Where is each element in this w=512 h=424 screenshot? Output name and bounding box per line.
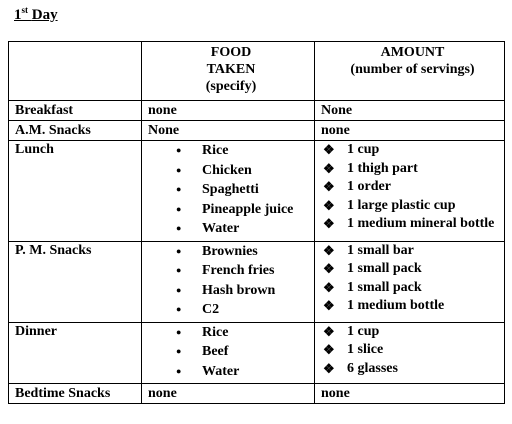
food-list <box>148 141 314 241</box>
meal-label: Lunch <box>9 141 142 242</box>
row-bedtime-snacks <box>9 384 505 404</box>
list-item: ● Spaghetti <box>148 180 314 200</box>
amount-cell <box>315 322 505 384</box>
header-food-taken: FOOD TAKEN (specify) <box>142 42 315 101</box>
food-list <box>148 323 314 384</box>
list-item: ❖ 1 small pack <box>321 260 504 279</box>
header-row <box>9 42 505 101</box>
page-title: 1st Day <box>14 5 58 23</box>
row-breakfast <box>9 101 505 121</box>
list-item: ● Brownies <box>148 242 314 262</box>
food-cell: None <box>142 121 315 141</box>
amount-cell <box>315 141 505 242</box>
list-item: ● Rice <box>148 323 314 343</box>
list-item: ● Hash brown <box>148 281 314 301</box>
amount-cell: none <box>315 121 505 141</box>
list-item: ● Water <box>148 219 314 239</box>
header-amount: AMOUNT (number of servings) <box>315 42 505 101</box>
meal-label: Dinner <box>9 322 142 384</box>
list-item: ● Beef <box>148 342 314 362</box>
list-item: ❖ 1 large plastic cup <box>321 197 504 216</box>
list-item: ❖ 1 cup <box>321 323 504 342</box>
list-item: ❖ 1 thigh part <box>321 160 504 179</box>
list-item: ❖ 1 medium bottle <box>321 297 504 316</box>
list-item: ❖ 1 small bar <box>321 242 504 261</box>
food-cell: none <box>142 384 315 404</box>
meal-label: A.M. Snacks <box>9 121 142 141</box>
list-item: ● Chicken <box>148 161 314 181</box>
list-item: ● Pineapple juice <box>148 200 314 220</box>
amount-cell <box>315 241 505 322</box>
amount-list <box>321 242 504 318</box>
list-item: ❖ 1 slice <box>321 341 504 360</box>
row-pm-snacks <box>9 241 505 322</box>
list-item: ● C2 <box>148 300 314 320</box>
food-cell <box>142 241 315 322</box>
amount-list <box>321 141 504 236</box>
amount-cell: None <box>315 101 505 121</box>
food-cell: none <box>142 101 315 121</box>
amount-list <box>321 323 504 381</box>
meal-label: Breakfast <box>9 101 142 121</box>
list-item: ● Rice <box>148 141 314 161</box>
meal-label: P. M. Snacks <box>9 241 142 322</box>
row-dinner <box>9 322 505 384</box>
list-item: ● French fries <box>148 261 314 281</box>
list-item: ❖ 1 small pack <box>321 279 504 298</box>
list-item: ● Water <box>148 362 314 382</box>
meal-label: Bedtime Snacks <box>9 384 142 404</box>
food-log-table <box>8 41 505 404</box>
list-item: ❖ 1 medium mineral bottle <box>321 215 504 234</box>
list-item: ❖ 6 glasses <box>321 360 504 379</box>
header-empty-cell <box>9 42 142 101</box>
row-lunch <box>9 141 505 242</box>
food-cell <box>142 141 315 242</box>
amount-cell: none <box>315 384 505 404</box>
list-item: ❖ 1 cup <box>321 141 504 160</box>
row-am-snacks <box>9 121 505 141</box>
food-cell <box>142 322 315 384</box>
list-item: ❖ 1 order <box>321 178 504 197</box>
food-list <box>148 242 314 322</box>
